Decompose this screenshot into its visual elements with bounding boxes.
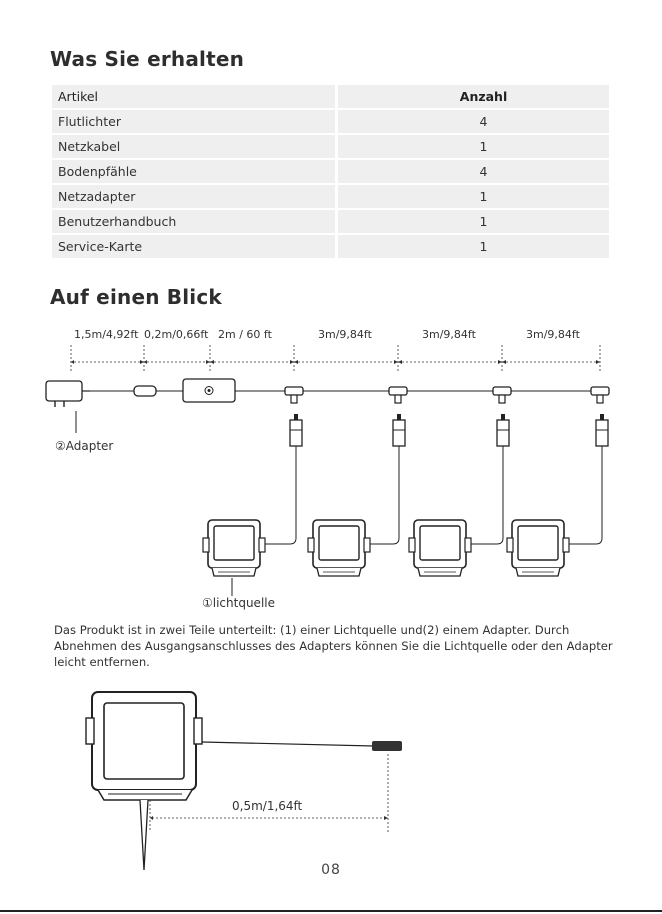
floodlight-icon — [409, 520, 471, 576]
lamp-cable — [202, 742, 374, 746]
row-item: Flutlichter — [52, 110, 335, 135]
light-label: ①lichtquelle — [202, 596, 275, 610]
header-item: Artikel — [52, 85, 335, 110]
row-item: Netzkabel — [52, 135, 335, 160]
page-number: 08 — [321, 862, 341, 878]
dim-label: 0,2m/0,66ft — [144, 328, 209, 341]
inline-connector-icon — [134, 386, 156, 396]
row-qty: 1 — [338, 185, 609, 210]
adapter-icon — [46, 381, 90, 407]
floodlight-icon — [507, 520, 569, 576]
dim-label: 3m/9,84ft — [422, 328, 476, 341]
bottom-rule — [0, 910, 662, 912]
tee-connector-icon — [285, 387, 303, 403]
row-item: Service-Karte — [52, 235, 335, 260]
dimension-ticks — [71, 345, 600, 372]
row-qty: 1 — [338, 210, 609, 235]
dim-label: 3m/9,84ft — [318, 328, 372, 341]
header-qty: Anzahl — [338, 85, 609, 110]
tee-connector-icon — [389, 387, 407, 403]
plug-icon — [372, 741, 402, 751]
row-item: Bodenpfähle — [52, 160, 335, 185]
drop-connector-icon — [393, 414, 405, 446]
drop-connector-icon — [596, 414, 608, 446]
dim-label: 3m/9,84ft — [526, 328, 580, 341]
row-qty: 1 — [338, 135, 609, 160]
drop-connector-icon — [290, 414, 302, 446]
row-qty: 4 — [338, 110, 609, 135]
floodlight-icon — [203, 520, 265, 576]
floodlight-icon — [308, 520, 370, 576]
description-text: Das Produkt ist in zwei Teile unterteilt: (1) einer Lichtquelle und(2) einem Adapter. Durch Abnehmen des Ausgangsanschlusses des Adapters können Sie die Lichtquelle oder den Adapter leicht entfernen. — [54, 623, 613, 669]
row-item: Benutzerhandbuch — [52, 210, 335, 235]
adapter-label: ②Adapter — [55, 439, 114, 453]
dim-label: 1,5m/4,92ft — [74, 328, 139, 341]
floodlight-large-icon — [86, 692, 202, 870]
section-title-overview: Auf einen Blick — [50, 285, 222, 309]
cable-length-label: 0,5m/1,64ft — [232, 799, 303, 813]
section-title-contents: Was Sie erhalten — [50, 47, 245, 71]
controller-icon — [183, 379, 235, 402]
tee-connector-icon — [591, 387, 609, 403]
dim-label: 2m / 60 ft — [218, 328, 272, 341]
tee-connector-icon — [493, 387, 511, 403]
row-qty: 4 — [338, 160, 609, 185]
drop-connector-icon — [497, 414, 509, 446]
row-item: Netzadapter — [52, 185, 335, 210]
row-qty: 1 — [338, 235, 609, 260]
